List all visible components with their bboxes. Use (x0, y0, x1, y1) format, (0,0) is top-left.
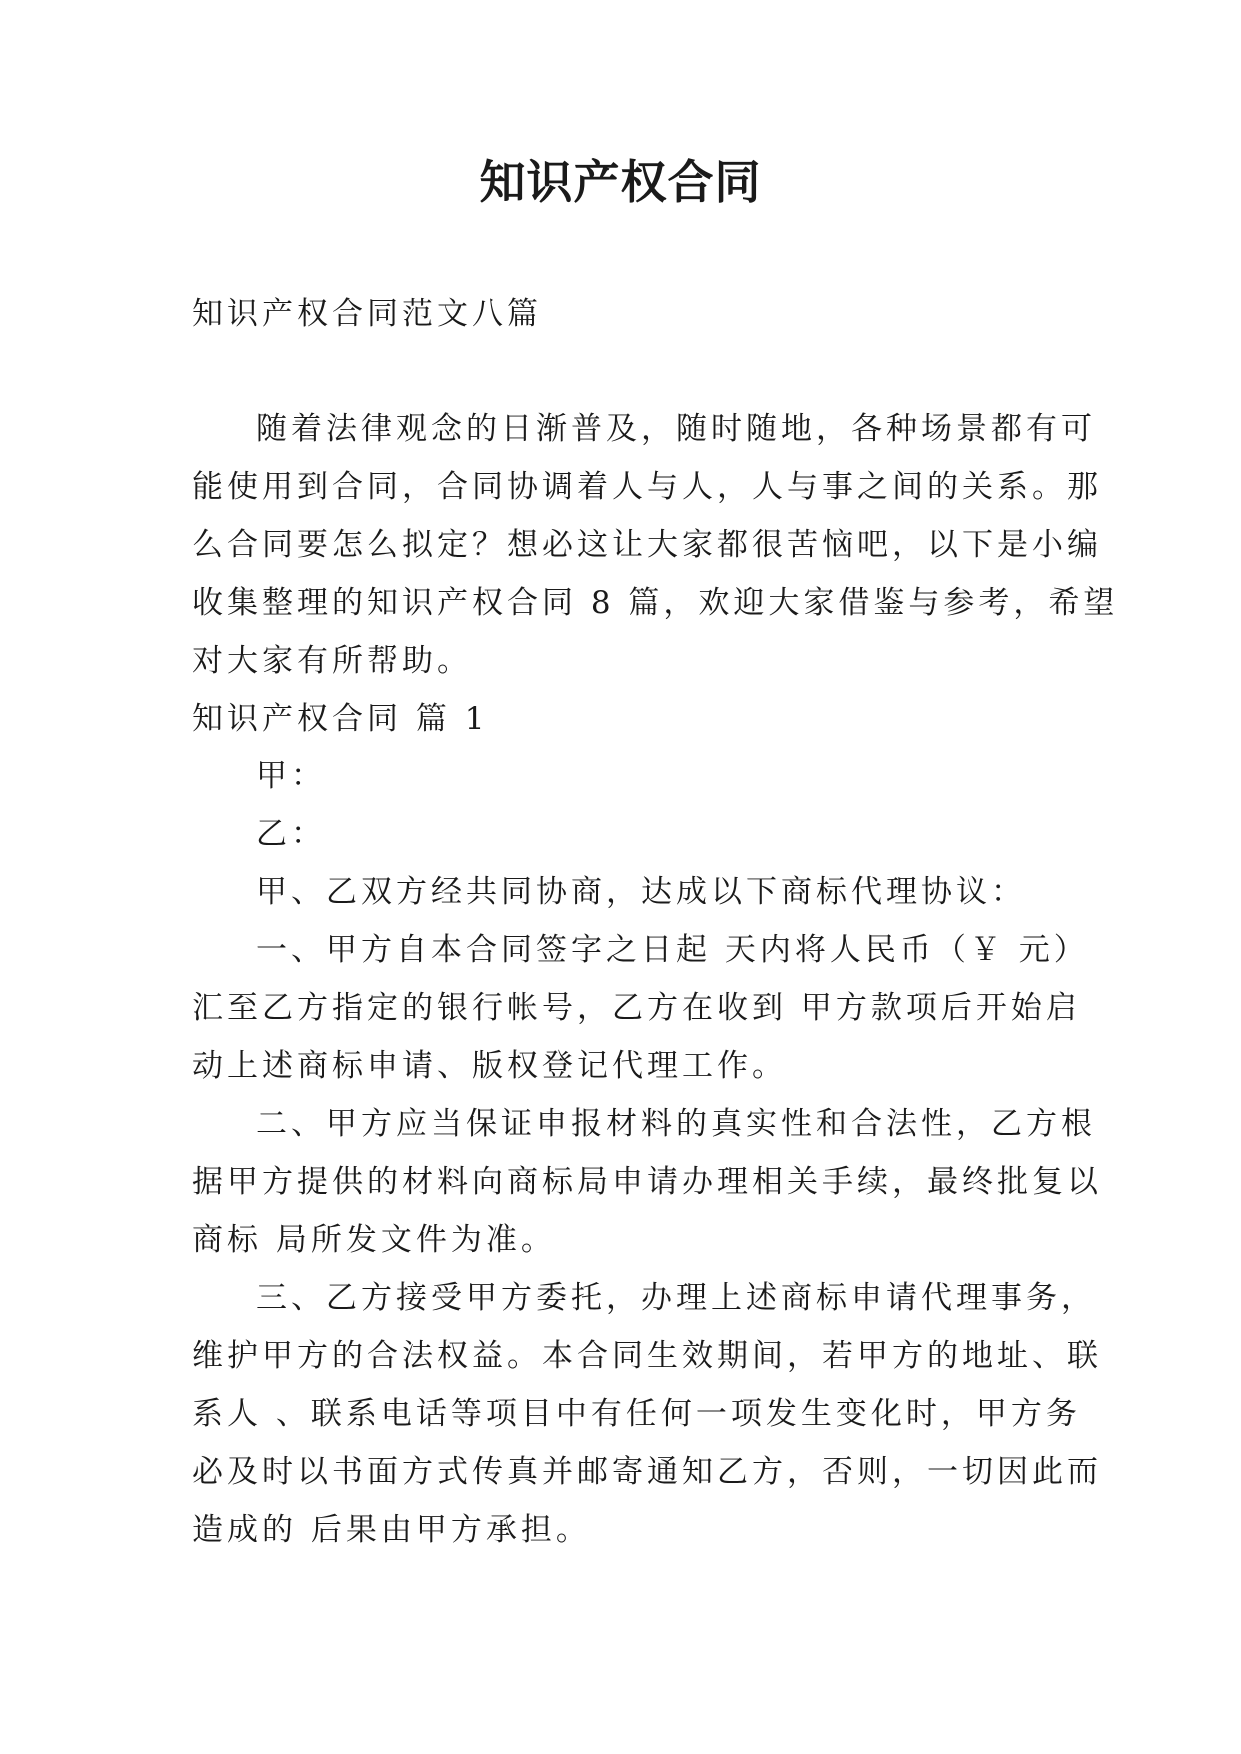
clause-3-line-4: 必及时以书面方式传真并邮寄通知乙方，否则，一切因此而 (192, 1454, 1102, 1490)
intro-line-4: 收集整理的知识产权合同 8 篇，欢迎大家借鉴与参考，希望 (192, 585, 1119, 621)
clause-2-line-3: 商标 局所发文件为准。 (192, 1222, 556, 1258)
clause-2-line-1: 二、甲方应当保证申报材料的真实性和合法性，乙方根 (256, 1106, 1096, 1142)
party-a-label: 甲： (256, 758, 326, 794)
clause-1-line-2: 汇至乙方指定的银行帐号，乙方在收到 甲方款项后开始启 (192, 990, 1081, 1026)
clause-3-line-1: 三、乙方接受甲方委托，办理上述商标申请代理事务， (256, 1280, 1096, 1316)
clause-2-line-2: 据甲方提供的材料向商标局申请办理相关手续，最终批复以 (192, 1164, 1102, 1200)
clause-1-line-3: 动上述商标申请、版权登记代理工作。 (192, 1048, 787, 1084)
clause-3-line-2: 维护甲方的合法权益。本合同生效期间，若甲方的地址、联 (192, 1338, 1102, 1374)
clause-3-line-3: 系人 、联系电话等项目中有任何一项发生变化时，甲方务 (192, 1396, 1081, 1432)
intro-line-2: 能使用到合同，合同协调着人与人，人与事之间的关系。那 (192, 469, 1102, 505)
clause-1-line-1: 一、甲方自本合同签字之日起 天内将人民币（￥ 元） (256, 932, 1089, 968)
document-subtitle: 知识产权合同范文八篇 (192, 296, 542, 332)
section-heading: 知识产权合同 篇 1 (192, 701, 489, 737)
intro-line-5: 对大家有所帮助。 (192, 643, 472, 679)
party-b-label: 乙： (256, 816, 326, 852)
document-title: 知识产权合同 (479, 155, 762, 209)
intro-line-3: 么合同要怎么拟定？想必这让大家都很苦恼吧，以下是小编 (192, 527, 1102, 563)
agreement-intro: 甲、乙双方经共同协商，达成以下商标代理协议： (256, 874, 1026, 910)
intro-line-1: 随着法律观念的日渐普及，随时随地，各种场景都有可 (256, 411, 1096, 447)
clause-3-line-5: 造成的 后果由甲方承担。 (192, 1512, 591, 1548)
